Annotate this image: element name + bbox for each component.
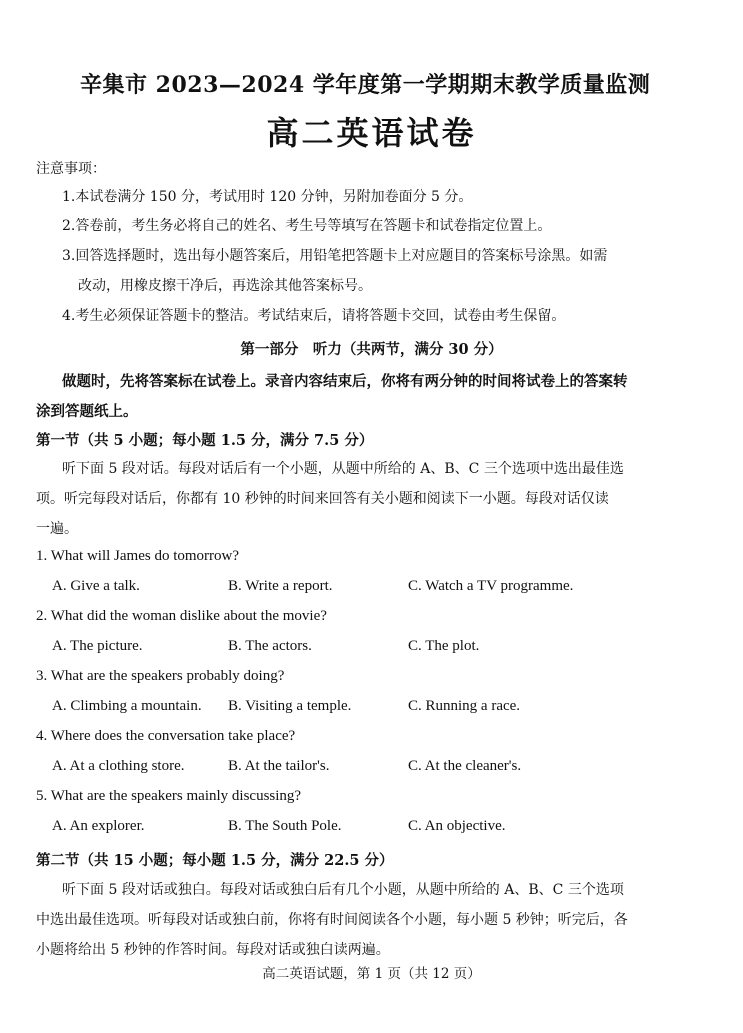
question-4-option-a: A. At a clothing store. — [52, 758, 185, 774]
question-2-option-b: B. The actors. — [228, 638, 312, 654]
section2-instruction-2: 中选出最佳选项。听每段对话或独白前，你将有时间阅读各个小题，每小题 5 秒钟；听完后，各 — [36, 912, 628, 928]
question-1: 1. What will James do tomorrow? — [36, 548, 240, 564]
question-5-option-a: A. An explorer. — [52, 818, 145, 834]
question-4-option-c: C. At the cleaner's. — [408, 758, 522, 774]
notice-item-3-cont: 改动，用橡皮擦干净后，再选涂其他答案标号。 — [78, 278, 372, 294]
page-footer: 高二英语试题，第 1 页（共 12 页） — [262, 966, 481, 982]
section1-instruction-1: 听下面 5 段对话。每段对话后有一个小题，从题中所给的 A、B、C 三个选项中选出最佳选 — [62, 461, 624, 477]
section1-title: 第一节（共 5 小题；每小题 1.5 分，满分 7.5 分） — [36, 432, 374, 449]
question-2-option-c: C. The plot. — [408, 638, 480, 654]
question-5: 5. What are the speakers mainly discussing? — [36, 788, 302, 804]
question-5-option-c: C. An objective. — [408, 818, 506, 834]
notice-item-2: 2.答卷前，考生务必将自己的姓名、考生号等填写在答题卡和试卷指定位置上。 — [62, 218, 552, 234]
section1-instruction-3: 一遍。 — [36, 521, 78, 537]
question-2-option-a: A. The picture. — [52, 638, 143, 654]
part1-title: 第一部分 听力（共两节，满分 30 分） — [240, 341, 503, 358]
exam-title-line1: 辛集市 2023—2024 学年度第一学期期末教学质量监测 — [80, 72, 651, 98]
question-2: 2. What did the woman dislike about the movie? — [36, 608, 327, 624]
question-1-option-a: A. Give a talk. — [52, 578, 140, 594]
exam-title: 高二英语试卷 — [266, 114, 477, 152]
section2-title: 第二节（共 15 小题；每小题 1.5 分，满分 22.5 分） — [36, 852, 394, 869]
question-1-option-b: B. Write a report. — [228, 578, 333, 594]
question-3-option-b: B. Visiting a temple. — [228, 698, 352, 714]
question-1-option-c: C. Watch a TV programme. — [408, 578, 574, 594]
question-4: 4. Where does the conversation take place? — [36, 728, 296, 744]
section1-instruction-2: 项。听完每段对话后，你都有 10 秒钟的时间来回答有关小题和阅读下一小题。每段对话仅读 — [36, 491, 609, 507]
question-3-option-a: A. Climbing a mountain. — [52, 698, 202, 714]
notice-heading: 注意事项： — [36, 161, 106, 177]
part1-instruction-2: 涂到答题纸上。 — [36, 403, 138, 420]
question-3: 3. What are the speakers probably doing? — [36, 668, 285, 684]
question-3-option-c: C. Running a race. — [408, 698, 521, 714]
section2-instruction-1: 听下面 5 段对话或独白。每段对话或独白后有几个小题，从题中所给的 A、B、C 三个选项 — [62, 882, 624, 898]
question-4-option-b: B. At the tailor's. — [228, 758, 330, 774]
notice-item-1: 1.本试卷满分 150 分，考试用时 120 分钟，另附加卷面分 5 分。 — [62, 189, 473, 205]
section2-instruction-3: 小题将给出 5 秒钟的作答时间。每段对话或独白读两遍。 — [36, 942, 390, 958]
question-5-option-b: B. The South Pole. — [228, 818, 342, 834]
notice-item-4: 4.考生必须保证答题卡的整洁。考试结束后，请将答题卡交回，试卷由考生保留。 — [62, 308, 566, 324]
part1-instruction-1: 做题时，先将答案标在试卷上。录音内容结束后，你将有两分钟的时间将试卷上的答案转 — [62, 373, 628, 390]
notice-item-3: 3.回答选择题时，选出每小题答案后，用铅笔把答题卡上对应题目的答案标号涂黑。如需 — [62, 248, 608, 264]
